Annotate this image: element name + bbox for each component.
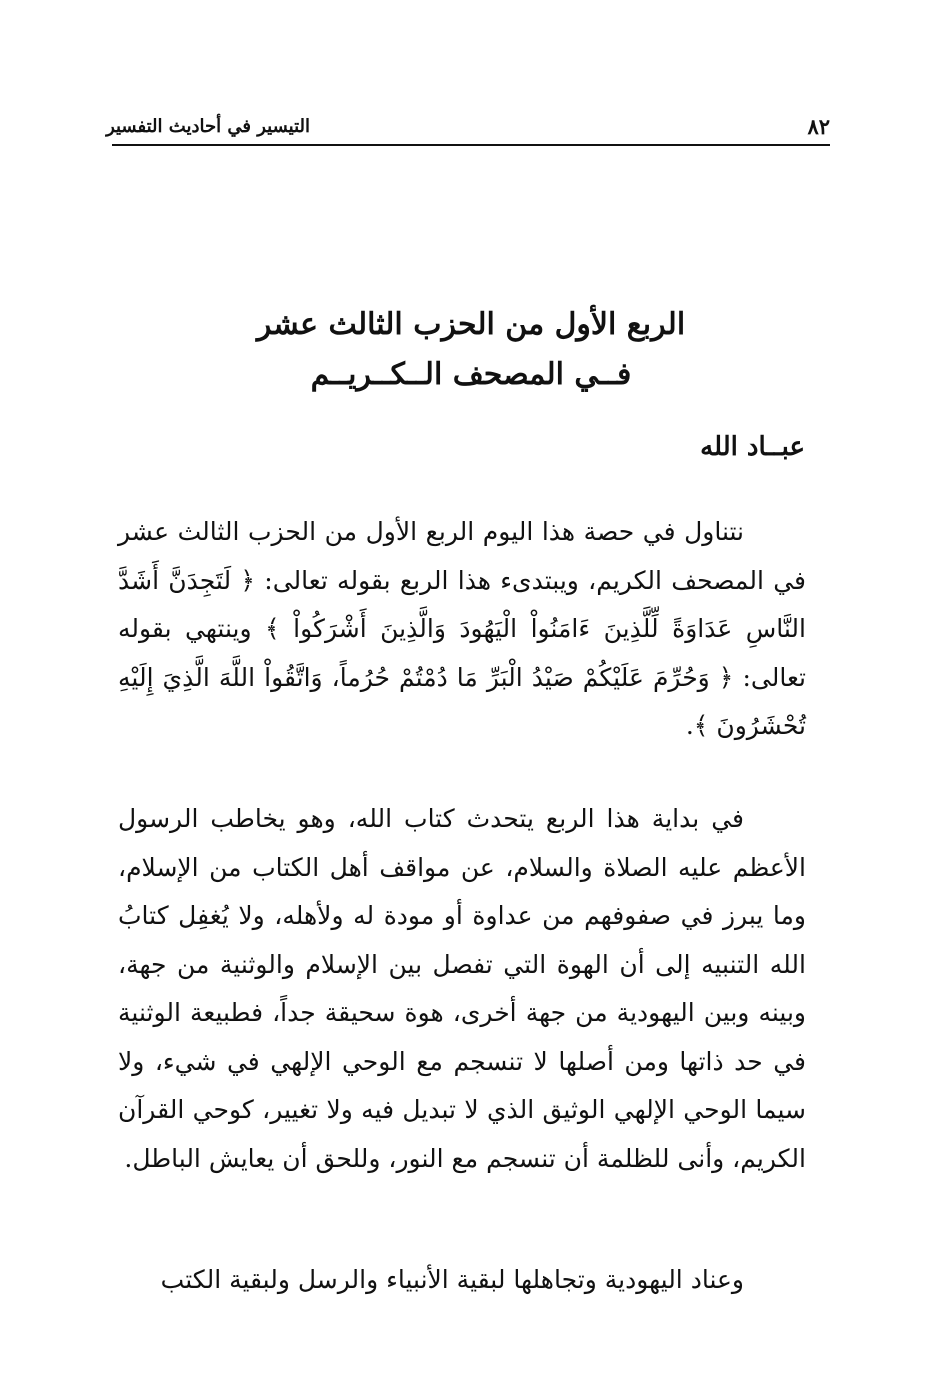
running-header	[106, 112, 830, 146]
paragraph-2: في بداية هذا الربع يتحدث كتاب الله، وهو يخاطب الرسول الأعظم عليه الصلاة والسلام، عن مواقف أهل الكتاب من الإسلام، وما يبرز في صفوفهم من عداوة أو مودة له ولأهله، ولا يُغفِل كتابُ الله التنبيه إلى أن الهوة التي تفصل بين الإسلام والوثنية من جهة، وبينه وبين اليهودية من جهة أخرى، هوة سحيقة جداً، فطبيعة الوثنية في حد ذاتها ومن أصلها لا تنسجم مع الوحي الإلهي في شيء، ولا سيما الوحي الإلهي الوثيق الذي لا تبديل فيه ولا تغيير، كوحي القرآن الكريم، وأنى للظلمة أن تنسجم مع النور، وللحق أن يعايش الباطل.	[118, 804, 806, 1173]
page-number: ٨٢	[807, 114, 830, 139]
heading-line-1: الربع الأول من الحزب الثالث عشر	[256, 307, 686, 342]
book-title: التيسير في أحاديث التفسير	[106, 116, 310, 137]
paragraph-1: نتناول في حصة هذا اليوم الربع الأول من الحزب الثالث عشر في المصحف الكريم، ويبتدىء هذا الربع بقوله تعالى: ﴿ لَتَجِدَنَّ أَشَدَّ النَّاسِ عَدَاوَةً لِّلَّذِينَ ءَامَنُواْ الْيَهُودَ وَالَّذِينَ أَشْرَكُواْ ﴾ وينتهي بقوله تعالى: ﴿ وَحُرِّمَ عَلَيْكُمْ صَيْدُ الْبَرِّ مَا دُمْتُمْ حُرُماً، وَاتَّقُواْ اللَّهَ الَّذِيَ إِلَيْهِ تُحْشَرُونَ ﴾.	[118, 517, 806, 740]
section-heading	[112, 300, 830, 400]
paragraph-3: وعناد اليهودية وتجاهلها لبقية الأنبياء والرسل ولبقية الكتب	[160, 1265, 744, 1294]
subheading: عبــاد الله	[700, 432, 805, 462]
heading-line-2: فــي المصحف الــكــريــم	[310, 357, 632, 392]
